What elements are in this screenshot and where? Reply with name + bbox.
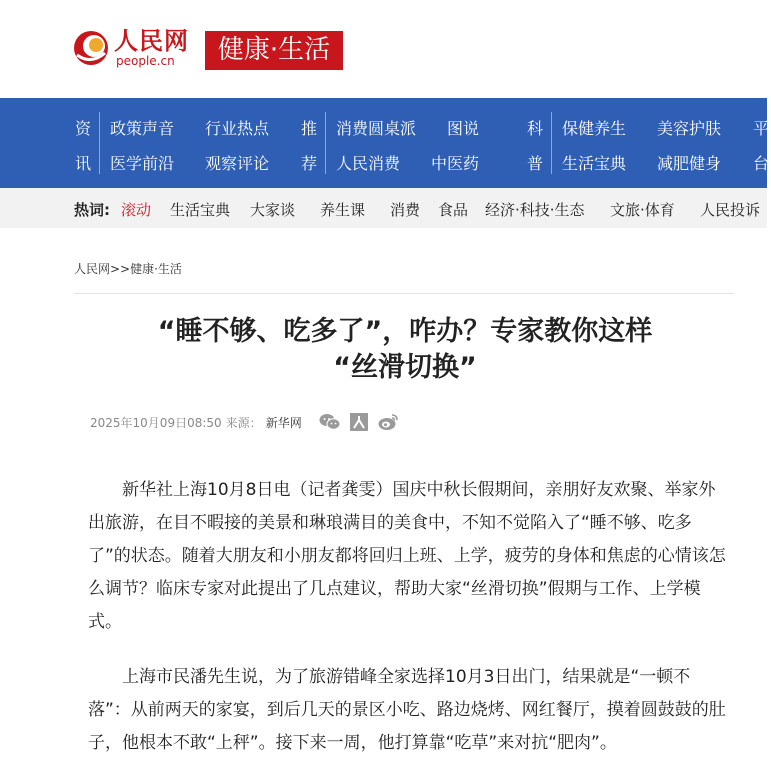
article-source[interactable]: 新华网 (265, 416, 302, 430)
nav-link[interactable]: 消费圆桌派 (336, 119, 417, 138)
main-nav (0, 98, 767, 188)
nav-link[interactable]: 政策声音 (110, 119, 175, 138)
nav-link[interactable]: 中医药 (431, 154, 480, 173)
article-meta (90, 414, 302, 431)
hot-word-link[interactable]: 消费 (390, 201, 421, 219)
nav-divider (325, 112, 326, 174)
article-paragraph: 上海市民潘先生说，为了旅游错峰全家选择10月3日出门，结果就是“一顿不落”：从前两天的家宴，到后几天的景区小吃、路边烧烤、网红餐厅，摸着圆鼓鼓的肚子，他根本不敢“上秤”。接下来一周，他打算靠“吃草”来对抗“肥肉”。 (88, 667, 726, 753)
nav-link[interactable]: 人民消费 (336, 154, 401, 173)
nav-divider (99, 112, 100, 174)
nav-link[interactable]: 美容护肤 (657, 119, 722, 138)
nav-link[interactable]: 减肥健身 (657, 154, 722, 173)
logo-chinese: 人民网 (114, 26, 189, 55)
people-icon[interactable] (349, 412, 371, 432)
nav-link[interactable]: 图说 (447, 119, 480, 138)
hot-word-link[interactable]: 养生课 (320, 201, 366, 219)
weibo-icon[interactable] (377, 412, 399, 432)
nav-link[interactable]: 医学前沿 (110, 154, 175, 173)
nav-group-head-news: 资 讯 (74, 119, 91, 173)
divider (74, 293, 734, 294)
hot-words-bar (0, 188, 767, 228)
article-body (88, 474, 728, 782)
wechat-icon[interactable] (319, 412, 341, 432)
nav-link[interactable]: 行业热点 (205, 119, 270, 138)
hot-word-link[interactable]: 人民投诉 (700, 201, 761, 219)
site-logo[interactable] (72, 28, 189, 68)
hot-word-link[interactable]: 大家谈 (250, 201, 296, 219)
hot-word-link[interactable]: 食品 (438, 201, 469, 219)
nav-group-head-recommend: 推 荐 (300, 119, 317, 173)
breadcrumb[interactable]: 人民网>>健康·生活 (74, 262, 182, 276)
nav-link[interactable]: 观察评论 (205, 154, 270, 173)
site-header (0, 0, 767, 98)
hot-word-link[interactable]: 文旅·体育 (610, 201, 675, 219)
nav-group-head-platform: 平 台 (752, 119, 769, 173)
nav-group-head-science: 科 普 (526, 119, 543, 173)
nav-link[interactable]: 生活宝典 (562, 154, 627, 173)
hot-word-link[interactable]: 经济·科技·生态 (485, 201, 585, 219)
logo-english: people.cn (116, 54, 175, 68)
people-logo-icon (72, 29, 110, 67)
source-label: 来源： (225, 416, 262, 430)
article-paragraph: 新华社上海10月8日电（记者龚雯）国庆中秋长假期间，亲朋好友欢聚、举家外出旅游，在目不暇接的美景和琳琅满目的美食中，不知不觉陷入了“睡不够、吃多了”的状态。随着大朋友和小朋友都将回归上班、上学，疲劳的身体和焦虑的心情该怎么调节？临床专家对此提出了几点建议，帮助大家“丝滑切换”假期与工作、上学模式。 (88, 480, 726, 632)
article-title: “睡不够、吃多了”，咋办？专家教你这样 “丝滑切换” (157, 316, 653, 383)
nav-link[interactable]: 保健养生 (562, 119, 627, 138)
hot-word-link[interactable]: 滚动 (121, 201, 152, 219)
hot-words-label: 热词: (74, 201, 110, 219)
publish-date: 2025年10月09日08:50 (90, 416, 222, 430)
channel-title[interactable]: 健康·生活 (205, 31, 343, 70)
nav-divider (551, 112, 552, 174)
hot-word-link[interactable]: 生活宝典 (170, 201, 231, 219)
